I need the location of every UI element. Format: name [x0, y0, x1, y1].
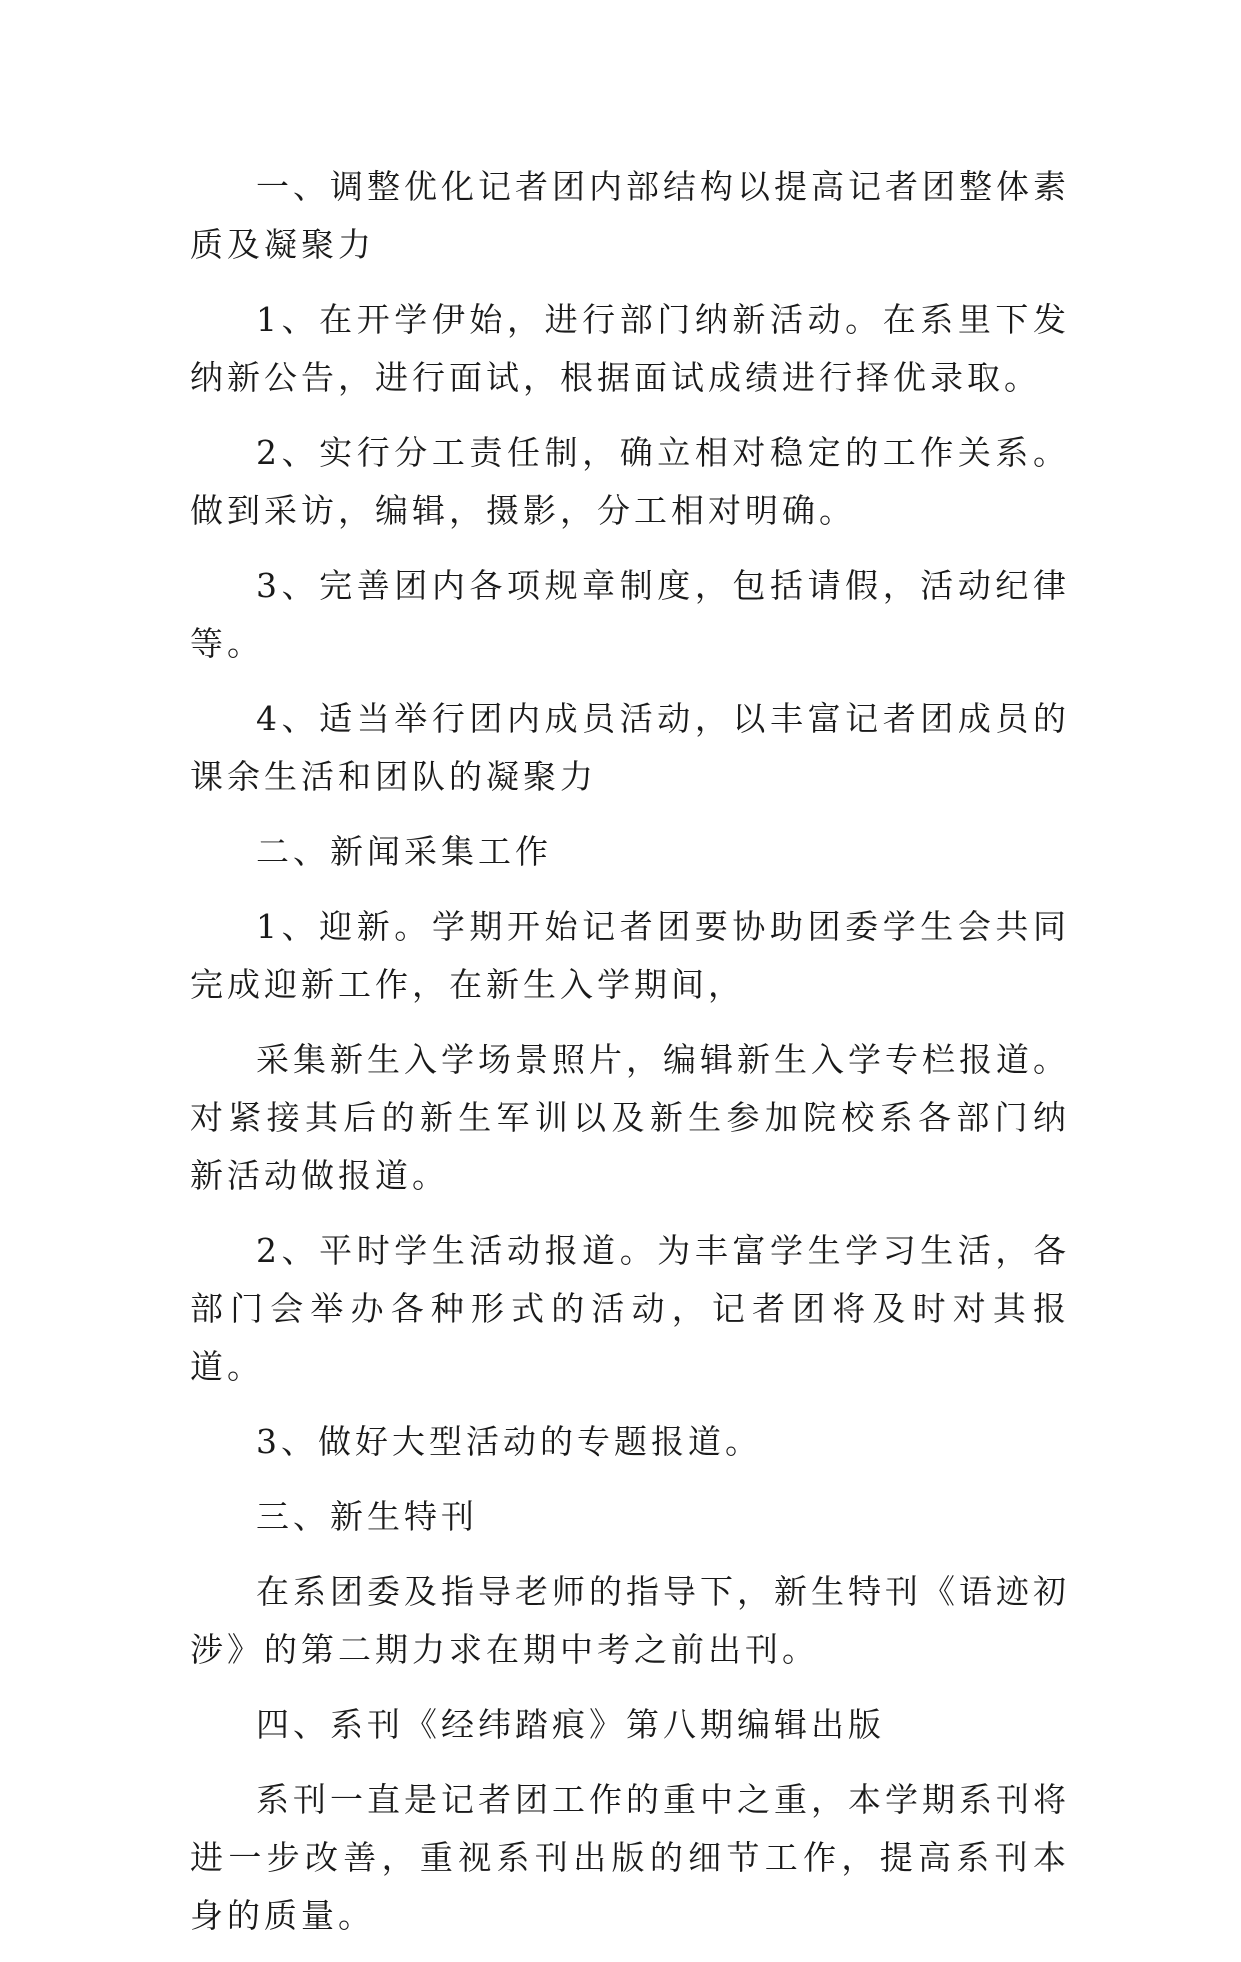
section-heading-4: 四、系刊《经纬踏痕》第八期编辑出版 [256, 1705, 885, 1744]
paragraph: 2、平时学生活动报道。为丰富学生学习生活，各部门会举办各种形式的活动，记者团将及时对其报道。 [190, 1231, 1070, 1386]
paragraph: 4、适当举行团内成员活动，以丰富记者团成员的课余生活和团队的凝聚力 [190, 699, 1070, 796]
paragraph: 2、实行分工责任制，确立相对稳定的工作关系。做到采访，编辑，摄影，分工相对明确。 [190, 433, 1070, 530]
section-heading-2: 二、新闻采集工作 [256, 832, 552, 871]
paragraph: 3、做好大型活动的专题报道。 [256, 1422, 762, 1461]
paragraph: 3、完善团内各项规章制度，包括请假，活动纪律等。 [190, 566, 1070, 663]
section-heading-1: 一、调整优化记者团内部结构以提高记者团整体素质及凝聚力 [190, 167, 1070, 264]
paragraph: 在系团委及指导老师的指导下，新生特刊《语迹初涉》的第二期力求在期中考之前出刊。 [190, 1572, 1070, 1669]
paragraph: 采集新生入学场景照片，编辑新生入学专栏报道。对紧接其后的新生军训以及新生参加院校系各部门纳新活动做报道。 [190, 1040, 1070, 1195]
section-heading-3: 三、新生特刊 [256, 1497, 478, 1536]
document-body [190, 158, 1070, 1962]
paragraph: 系刊一直是记者团工作的重中之重，本学期系刊将进一步改善，重视系刊出版的细节工作，提高系刊本身的质量。 [190, 1780, 1070, 1935]
paragraph: 1、迎新。学期开始记者团要协助团委学生会共同完成迎新工作，在新生入学期间， [190, 907, 1070, 1004]
paragraph: 1、在开学伊始，进行部门纳新活动。在系里下发纳新公告，进行面试，根据面试成绩进行择优录取。 [190, 300, 1070, 397]
